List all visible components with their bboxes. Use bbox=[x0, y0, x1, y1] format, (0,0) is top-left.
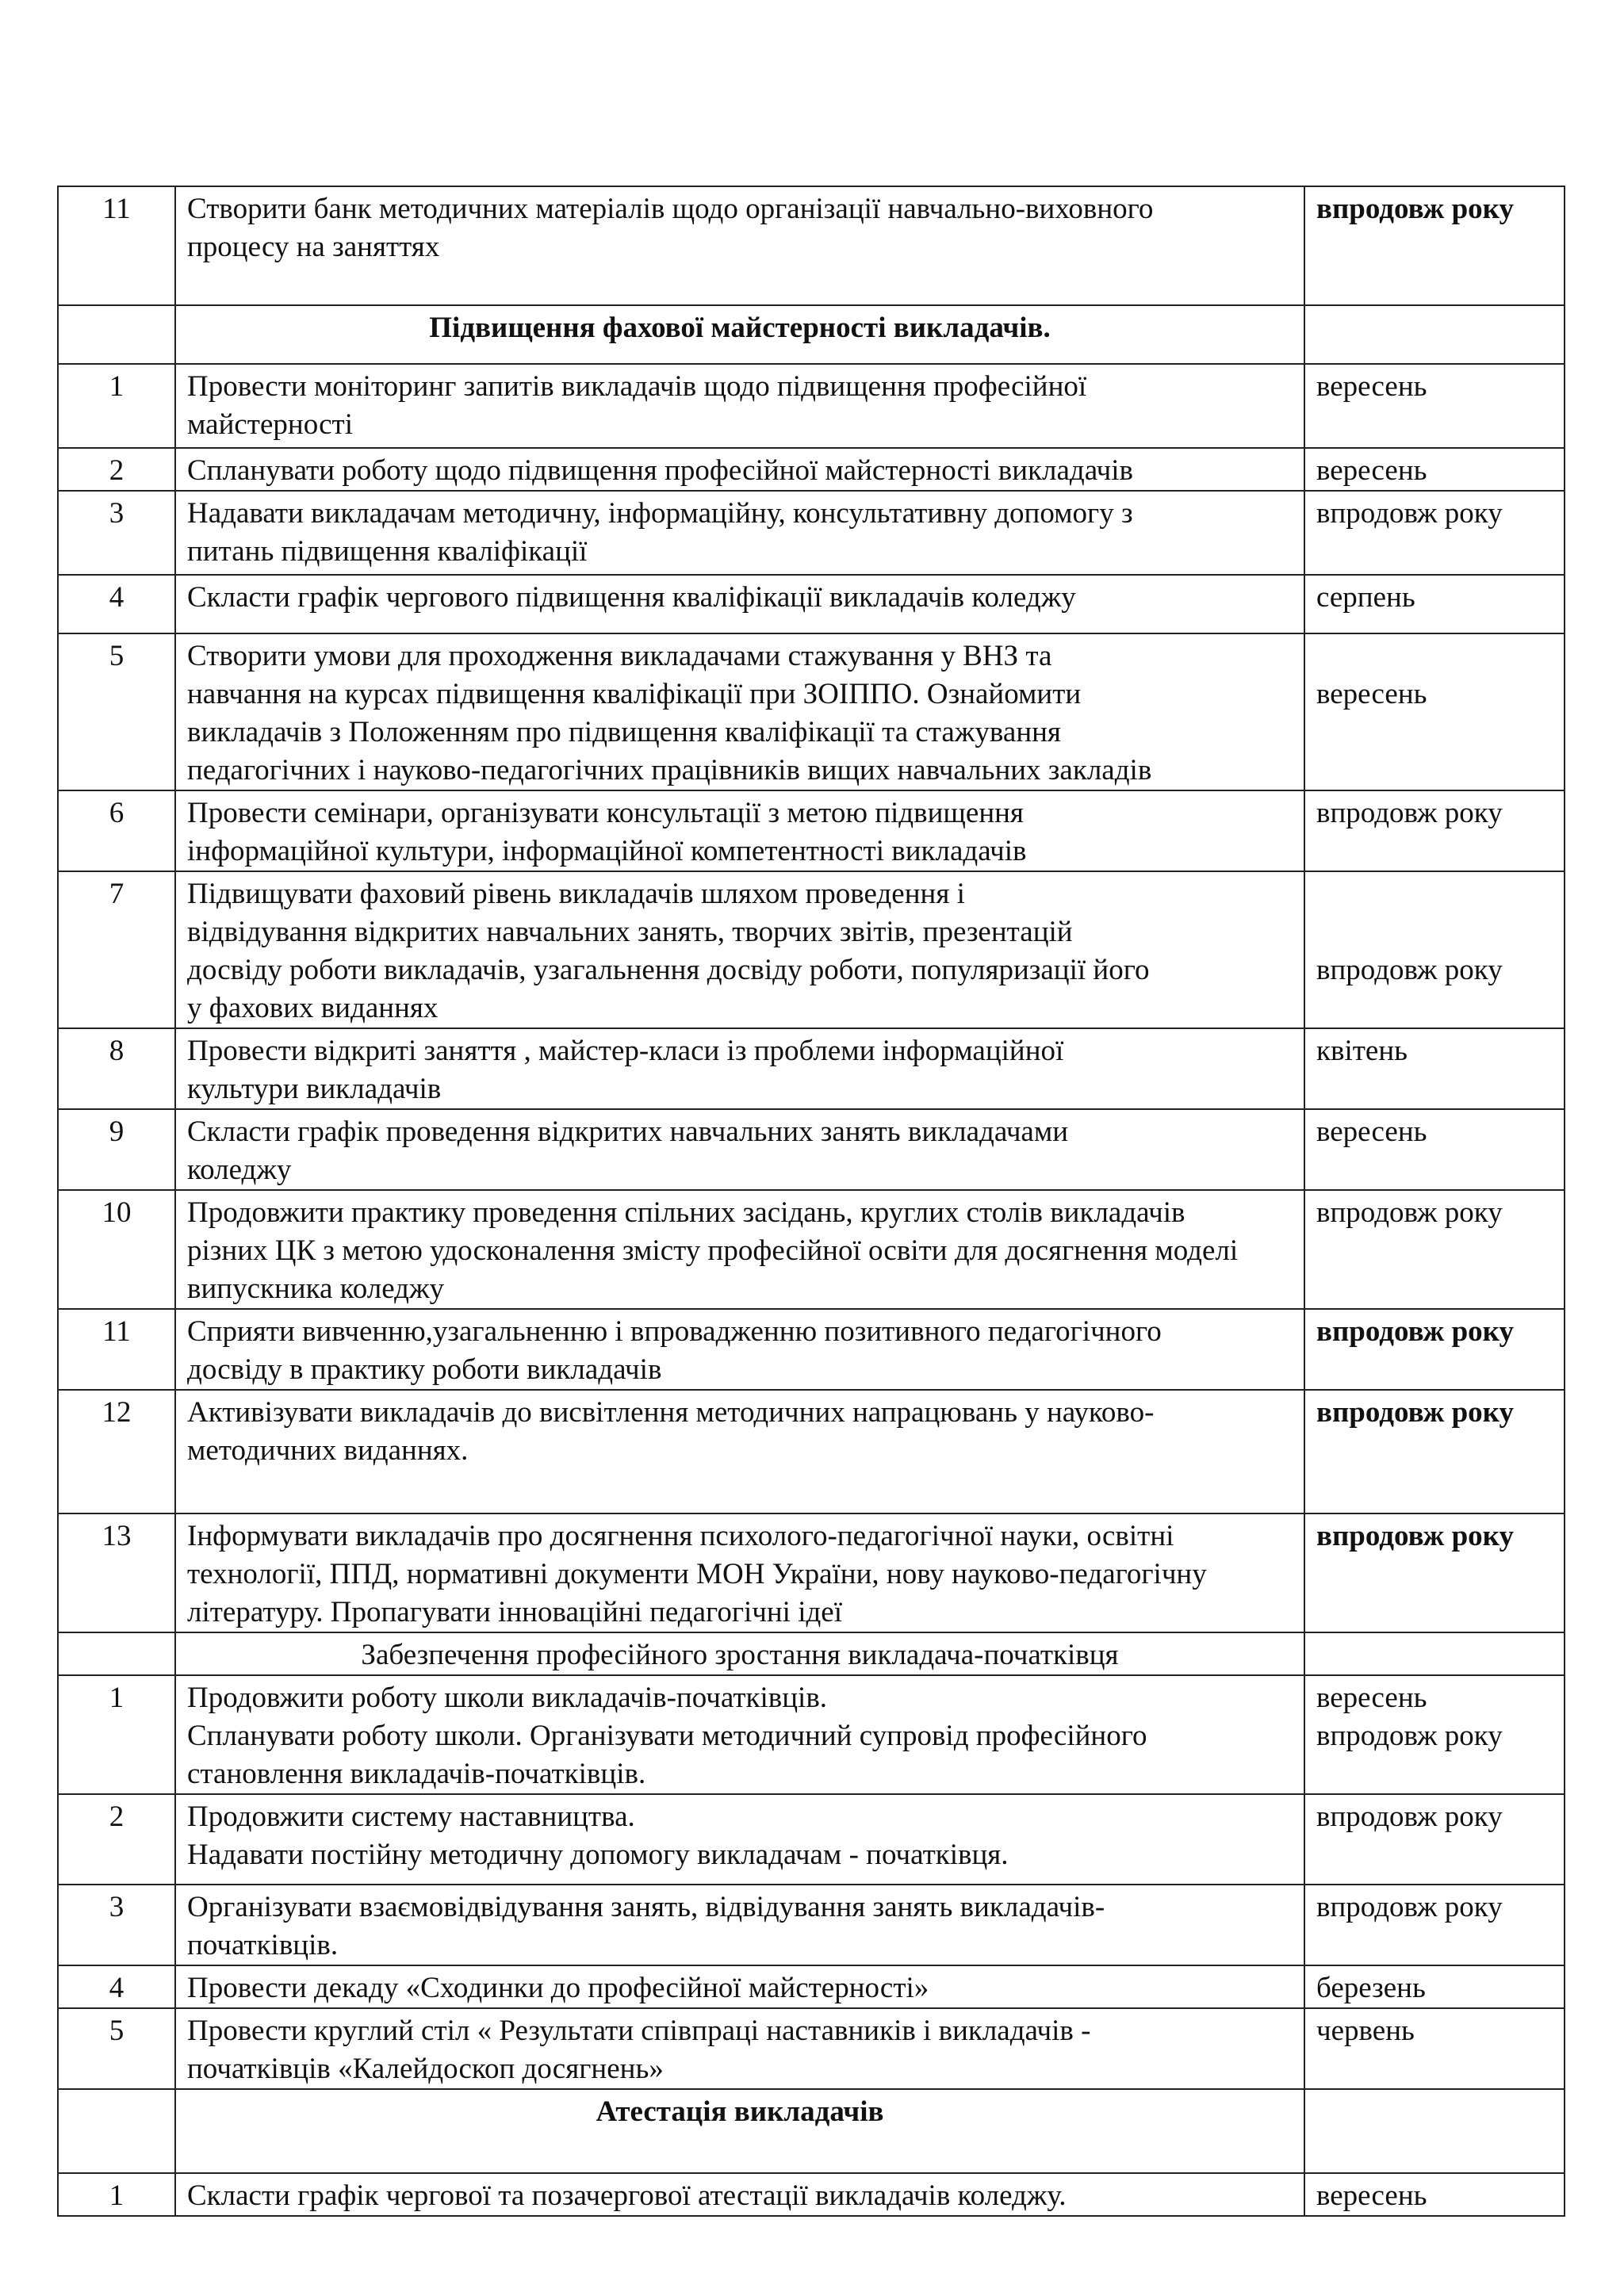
row-number-empty bbox=[58, 2089, 175, 2173]
row-number: 3 bbox=[58, 1885, 175, 1965]
section-title: Атестація викладачів bbox=[175, 2089, 1304, 2173]
table-row bbox=[58, 1965, 1565, 2008]
row-number: 10 bbox=[58, 1190, 175, 1309]
row-number: 11 bbox=[58, 1309, 175, 1390]
table-row bbox=[58, 186, 1565, 305]
task-term: вересень bbox=[1304, 2173, 1565, 2216]
row-number: 3 bbox=[58, 491, 175, 575]
task-text: Провести семінари, організувати консультації з метою підвищення інформаційної культури, інформаційної компетентності викладачів bbox=[175, 790, 1304, 871]
task-text: Сприяти вивченню,узагальненню і впровадженню позитивного педагогічного досвіду в практику роботи викладачів bbox=[175, 1309, 1304, 1390]
task-term: впродовж року bbox=[1304, 1309, 1565, 1390]
row-number: 5 bbox=[58, 2008, 175, 2089]
table-row bbox=[58, 1309, 1565, 1390]
table-row bbox=[58, 633, 1565, 790]
row-number: 13 bbox=[58, 1513, 175, 1632]
task-term: квітень bbox=[1304, 1028, 1565, 1109]
table-row bbox=[58, 2173, 1565, 2216]
task-term: впродовж року bbox=[1304, 790, 1565, 871]
table-row bbox=[58, 575, 1565, 633]
task-text: Надавати викладачам методичну, інформаційну, консультативну допомогу з питань підвищення кваліфікації bbox=[175, 491, 1304, 575]
table-row bbox=[58, 364, 1565, 448]
row-number: 2 bbox=[58, 1794, 175, 1885]
task-term: вересень bbox=[1304, 633, 1565, 790]
task-text: Організувати взаємовідвідування занять, відвідування занять викладачів- початківців. bbox=[175, 1885, 1304, 1965]
task-text: Продовжити практику проведення спільних засідань, круглих столів викладачів різних ЦК з метою удосконалення змісту професійної освіти для досягнення моделі випускника коледжу bbox=[175, 1190, 1304, 1309]
plan-table bbox=[57, 186, 1565, 2217]
task-term: вересень впродовж року bbox=[1304, 1675, 1565, 1794]
section-term-empty bbox=[1304, 2089, 1565, 2173]
section-header-row bbox=[58, 2089, 1565, 2173]
task-term: вересень bbox=[1304, 448, 1565, 491]
task-text: Активізувати викладачів до висвітлення методичних напрацювань у науково- методичних виданнях. bbox=[175, 1390, 1304, 1513]
table-row bbox=[58, 2008, 1565, 2089]
row-number: 5 bbox=[58, 633, 175, 790]
task-term: березень bbox=[1304, 1965, 1565, 2008]
table-row bbox=[58, 1794, 1565, 1885]
task-term: впродовж року bbox=[1304, 491, 1565, 575]
section-term-empty bbox=[1304, 1632, 1565, 1675]
task-text: Підвищувати фаховий рівень викладачів шляхом проведення і відвідування відкритих навчальних занять, творчих звітів, презентацій досвіду роботи викладачів, узагальнення досвіду роботи, популяризації його у фахових виданнях bbox=[175, 871, 1304, 1028]
row-number: 1 bbox=[58, 1675, 175, 1794]
task-term: впродовж року bbox=[1304, 1513, 1565, 1632]
table-row bbox=[58, 1028, 1565, 1109]
task-term: впродовж року bbox=[1304, 1190, 1565, 1309]
task-term: вересень bbox=[1304, 1109, 1565, 1190]
row-number: 2 bbox=[58, 448, 175, 491]
section-header-row bbox=[58, 305, 1565, 364]
task-text: Провести моніторинг запитів викладачів щодо підвищення професійної майстерності bbox=[175, 364, 1304, 448]
task-term: впродовж року bbox=[1304, 186, 1565, 305]
table-row bbox=[58, 790, 1565, 871]
table-row bbox=[58, 871, 1565, 1028]
table-row bbox=[58, 1109, 1565, 1190]
section-term-empty bbox=[1304, 305, 1565, 364]
row-number: 8 bbox=[58, 1028, 175, 1109]
task-text: Провести відкриті заняття , майстер-класи із проблеми інформаційної культури викладачів bbox=[175, 1028, 1304, 1109]
task-text: Створити банк методичних матеріалів щодо організації навчально-виховного процесу на заняттях bbox=[175, 186, 1304, 305]
row-number: 6 bbox=[58, 790, 175, 871]
task-text: Провести декаду «Сходинки до професійної майстерності» bbox=[175, 1965, 1304, 2008]
plan-table-body bbox=[58, 186, 1565, 2216]
table-row bbox=[58, 1190, 1565, 1309]
task-text: Створити умови для проходження викладачами стажування у ВНЗ та навчання на курсах підвищення кваліфікації при ЗОІППО. Ознайомити викладачів з Положенням про підвищення кваліфікації та стажування педагогічних і науково-педагогічних працівників вищих навчальних закладів bbox=[175, 633, 1304, 790]
row-number: 4 bbox=[58, 1965, 175, 2008]
task-term: серпень bbox=[1304, 575, 1565, 633]
table-row bbox=[58, 1513, 1565, 1632]
row-number: 1 bbox=[58, 2173, 175, 2216]
row-number: 7 bbox=[58, 871, 175, 1028]
task-term: впродовж року bbox=[1304, 871, 1565, 1028]
row-number: 12 bbox=[58, 1390, 175, 1513]
task-term: впродовж року bbox=[1304, 1390, 1565, 1513]
section-header-row bbox=[58, 1632, 1565, 1675]
row-number-empty bbox=[58, 305, 175, 364]
task-term: червень bbox=[1304, 2008, 1565, 2089]
task-term: впродовж року bbox=[1304, 1885, 1565, 1965]
task-text: Провести круглий стіл « Результати співпраці наставників і викладачів - початківців «Калейдоскоп досягнень» bbox=[175, 2008, 1304, 2089]
table-row bbox=[58, 491, 1565, 575]
task-term: вересень bbox=[1304, 364, 1565, 448]
row-number-empty bbox=[58, 1632, 175, 1675]
task-text: Спланувати роботу щодо підвищення професійної майстерності викладачів bbox=[175, 448, 1304, 491]
table-row bbox=[58, 448, 1565, 491]
row-number: 11 bbox=[58, 186, 175, 305]
task-term: впродовж року bbox=[1304, 1794, 1565, 1885]
task-text: Скласти графік чергового підвищення кваліфікації викладачів коледжу bbox=[175, 575, 1304, 633]
section-title: Підвищення фахової майстерності викладачів. bbox=[175, 305, 1304, 364]
section-title: Забезпечення професійного зростання викладача-початківця bbox=[175, 1632, 1304, 1675]
task-text: Інформувати викладачів про досягнення психолого-педагогічної науки, освітні технології, ППД, нормативні документи МОН України, нову науково-педагогічну літературу. Пропагувати інноваційні педагогічні ідеї bbox=[175, 1513, 1304, 1632]
task-text: Продовжити систему наставництва. Надавати постійну методичну допомогу викладачам - початківця. bbox=[175, 1794, 1304, 1885]
row-number: 1 bbox=[58, 364, 175, 448]
table-row bbox=[58, 1675, 1565, 1794]
table-row bbox=[58, 1885, 1565, 1965]
task-text: Скласти графік чергової та позачергової атестації викладачів коледжу. bbox=[175, 2173, 1304, 2216]
table-row bbox=[58, 1390, 1565, 1513]
task-text: Скласти графік проведення відкритих навчальних занять викладачами коледжу bbox=[175, 1109, 1304, 1190]
row-number: 4 bbox=[58, 575, 175, 633]
row-number: 9 bbox=[58, 1109, 175, 1190]
task-text: Продовжити роботу школи викладачів-початківців. Спланувати роботу школи. Організувати методичний супровід професійного становлення викладачів-початківців. bbox=[175, 1675, 1304, 1794]
